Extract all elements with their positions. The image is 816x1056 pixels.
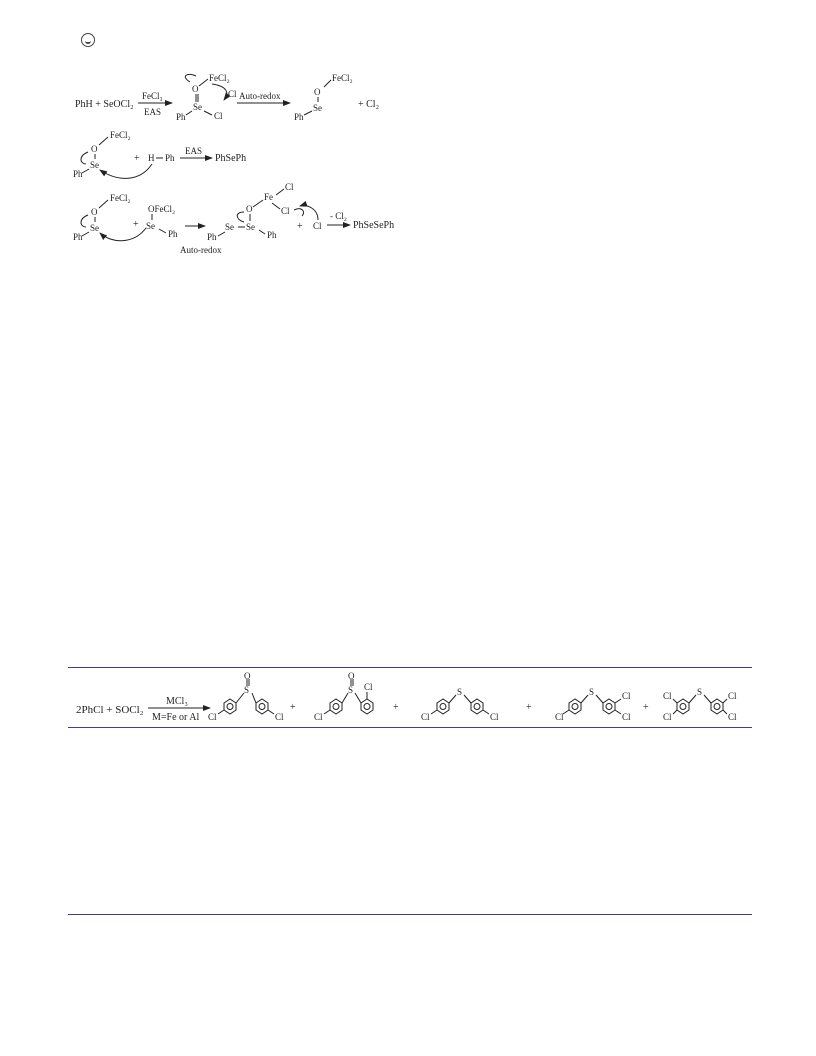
curved-arrow xyxy=(300,206,318,220)
ph-group: Ph xyxy=(73,169,83,179)
auto-redox-label: Auto-redox xyxy=(239,91,281,101)
cl-atom: Cl xyxy=(314,712,323,722)
fe-atom: Fe xyxy=(264,192,273,202)
chlorination-reaction-scheme xyxy=(0,668,816,726)
o-atom: O xyxy=(246,204,253,214)
auto-redox-label: Auto-redox xyxy=(180,245,222,255)
curved-arrow xyxy=(237,212,244,222)
se-atom: Se xyxy=(90,223,99,233)
bond xyxy=(272,203,280,209)
table-mid-rule xyxy=(68,727,752,728)
bond xyxy=(199,79,208,86)
se-atom: Se xyxy=(313,103,322,113)
eas-label: EAS xyxy=(144,107,162,117)
fecl2-label: FeCl₂ xyxy=(110,193,131,203)
cl-atom: Cl xyxy=(622,712,631,722)
curved-arrow xyxy=(100,228,146,241)
bond xyxy=(82,169,89,173)
se-atom: Se xyxy=(246,222,255,232)
s-atom: S xyxy=(244,685,250,695)
plus-sign: + xyxy=(133,219,139,230)
cl-atom: Cl xyxy=(663,712,672,722)
o-atom: O xyxy=(348,671,355,681)
bond xyxy=(99,200,108,208)
mechanism-scheme xyxy=(0,0,816,300)
bond xyxy=(82,232,89,236)
cl-atom: Cl xyxy=(228,89,237,99)
curved-arrow xyxy=(81,215,88,227)
h-atom: H xyxy=(148,153,155,163)
cl-atom: Cl xyxy=(490,712,499,722)
bond xyxy=(253,200,263,207)
o-atom: O xyxy=(91,207,98,217)
plus-sign: + xyxy=(526,702,532,713)
curved-arrow xyxy=(294,209,304,216)
ph-group: Ph xyxy=(294,112,304,122)
product-sulfide xyxy=(431,695,489,714)
bond xyxy=(276,189,284,195)
plus-sign: + xyxy=(290,702,296,713)
o-atom: O xyxy=(192,84,199,94)
fecl2-label: FeCl₂ xyxy=(332,73,353,83)
metal-label: M=Fe or Al xyxy=(152,712,200,723)
ph-group: Ph xyxy=(207,232,217,242)
plus-sign: + xyxy=(393,702,399,713)
curved-arrow xyxy=(212,84,227,100)
cl-atom: Cl xyxy=(281,206,290,216)
cl-atom: Cl xyxy=(421,712,430,722)
cl-atom: Cl xyxy=(285,182,294,192)
fecl2-label: FeCl₂ xyxy=(110,130,131,140)
bond xyxy=(186,111,192,115)
bond xyxy=(99,137,108,145)
product-text: PhSeSePh xyxy=(353,220,395,231)
ph-group: Ph xyxy=(176,112,186,122)
cl-atom: Cl xyxy=(728,712,737,722)
se-atom: Se xyxy=(193,102,202,112)
reactants-text: 2PhCl + SOCl₂ xyxy=(76,704,144,716)
bond xyxy=(304,111,312,115)
curved-arrow xyxy=(100,164,152,178)
cl-atom: Cl xyxy=(364,682,373,692)
cl-atom: Cl xyxy=(663,691,672,701)
product-trichloro-sulfide xyxy=(563,695,621,714)
s-atom: S xyxy=(589,687,595,697)
ph-group: Ph xyxy=(165,153,175,163)
curved-arrow xyxy=(185,74,196,82)
cl-atom: Cl xyxy=(622,691,631,701)
cl-atom: Cl xyxy=(208,712,217,722)
chlorine-radical: Cl xyxy=(313,221,322,231)
bond xyxy=(259,230,265,234)
ofecl2-label: OFeCl₂ xyxy=(148,204,176,214)
o-atom: O xyxy=(91,144,98,154)
table-bottom-rule xyxy=(68,914,752,915)
o-atom: O xyxy=(244,671,251,681)
s-atom: S xyxy=(348,685,354,695)
minus-cl2-label: - Cl₂ xyxy=(330,211,347,221)
ph-group: Ph xyxy=(73,232,83,242)
se-atom: Se xyxy=(225,222,234,232)
reactants-text: PhH + SeOCl₂ xyxy=(75,99,134,110)
ph-group: Ph xyxy=(168,229,178,239)
cl-atom: Cl xyxy=(275,712,284,722)
plus-sign: + xyxy=(643,702,649,713)
cl-atom: Cl xyxy=(214,111,223,121)
ph-group: Ph xyxy=(267,230,277,240)
plus-sign: + xyxy=(297,221,303,232)
curved-arrow xyxy=(81,152,88,164)
fecl2-label: FeCl₂ xyxy=(209,73,230,83)
o-atom: O xyxy=(314,87,321,97)
cl-atom: Cl xyxy=(728,691,737,701)
bond xyxy=(204,111,212,115)
bond xyxy=(324,80,331,87)
product-tetrachloro-sulfide xyxy=(673,695,727,714)
product-text: PhSePh xyxy=(215,153,247,164)
chlorine-byproduct: + Cl₂ xyxy=(358,99,380,110)
s-atom: S xyxy=(697,687,703,697)
cl-atom: Cl xyxy=(555,712,564,722)
plus-sign: + xyxy=(134,153,140,164)
eas-label: EAS xyxy=(185,146,203,156)
se-atom: Se xyxy=(146,221,155,231)
bond xyxy=(159,229,166,233)
se-atom: Se xyxy=(90,160,99,170)
catalyst-label: MCl₃ xyxy=(166,696,188,707)
bond xyxy=(218,232,225,236)
s-atom: S xyxy=(457,687,463,697)
catalyst-label: FeCl₃ xyxy=(142,91,163,101)
